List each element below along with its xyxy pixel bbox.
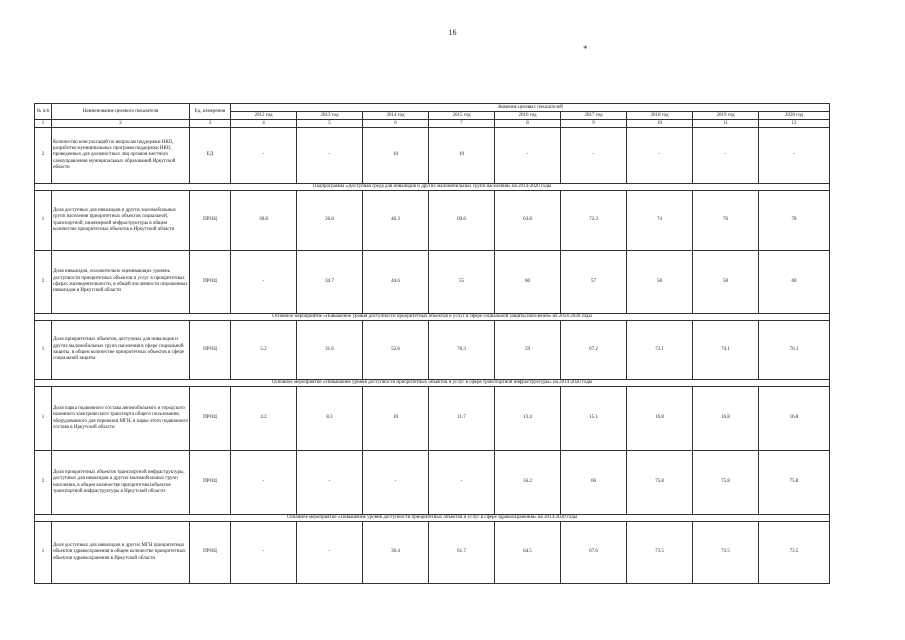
indicator-name: Доля парка подвижного состава автомобильного и городского наземного электрического транспорта общего пользования, оборудованного для перевозки МГН, в парке этого подвижного состава в Иркутской области — [52, 387, 190, 451]
value-cell: 75.8 — [627, 451, 693, 515]
indicator-name: Количество консультаций по вопросам поддержки НКО, разработке муниципальных программ поддержки НКО, проведенных для должностных лиц органов местного самоуправления муниципальных образований Иркутской области — [52, 128, 190, 184]
value-cell: 44.6 — [363, 251, 429, 314]
table-row — [35, 451, 830, 515]
value-cell: 59 — [495, 321, 561, 380]
value-cell: 63.8 — [495, 191, 561, 251]
target-indicators-table — [34, 103, 830, 584]
value-cell: - — [297, 522, 363, 584]
value-cell: 76.1 — [759, 321, 830, 380]
value-cell: - — [231, 451, 297, 515]
value-cell: 60 — [759, 251, 830, 314]
indicator-name: Доля доступных для инвалидов и других МГН приоритетных объектов здравоохранения в общем количестве приоритетных объектов здравоохранения в Иркутской области — [52, 522, 190, 584]
header-column-number: 3 — [190, 120, 231, 128]
header-year: 2019 год — [693, 112, 759, 120]
row-number: 2 — [35, 451, 52, 515]
row-number: 1 — [35, 191, 52, 251]
header-num: № п/п — [35, 104, 52, 120]
value-cell: 74.1 — [693, 321, 759, 380]
unit-cell: ПРОЦ — [190, 451, 231, 515]
value-cell: 56.2 — [495, 451, 561, 515]
value-cell: 57 — [561, 251, 627, 314]
row-number: 1 — [35, 321, 52, 380]
header-year: 2013 год — [297, 112, 363, 120]
value-cell: 36.4 — [363, 522, 429, 584]
value-cell: 76 — [693, 191, 759, 251]
value-cell: 16.8 — [759, 387, 830, 451]
table-row — [35, 251, 830, 314]
header-year: 2014 год — [363, 112, 429, 120]
page-number: 16 — [448, 28, 457, 37]
unit-cell: ПРОЦ — [190, 522, 231, 584]
value-cell: 31.6 — [297, 321, 363, 380]
value-cell: 60 — [495, 251, 561, 314]
table-row — [35, 128, 830, 184]
value-cell: 58 — [693, 251, 759, 314]
value-cell: 75.8 — [759, 451, 830, 515]
table-row — [35, 522, 830, 584]
value-cell: 72.3 — [561, 191, 627, 251]
value-cell: 55 — [429, 251, 495, 314]
value-cell: - — [297, 451, 363, 515]
value-cell: 5.2 — [231, 321, 297, 380]
value-cell: 10 — [429, 128, 495, 184]
indicator-name: Доля приоритетных объектов транспортной инфраструктуры, доступных для инвалидов и других маломобильных групп населения, в общем количестве приоритетныхобъектов транспортной инфраструктуры в Иркутской области — [52, 451, 190, 515]
section-title: Основное мероприятие «Повышение уровня доступности приоритетных объектов и услуг в сфере социальной защиты населения» на 2014-2020 годы — [35, 314, 830, 321]
table-body — [35, 128, 830, 584]
indicator-name: Доля доступных для инвалидов и других маломобильных групп населения приоритетных объектов социальной, транспортной, инженерной инфраструктуры в общем количестве приоритетных объектов в Иркутской области — [52, 191, 190, 251]
section-row — [35, 184, 830, 191]
value-cell: 69.6 — [429, 191, 495, 251]
value-cell: 78 — [759, 191, 830, 251]
header-year: 2020 год — [759, 112, 830, 120]
indicator-name: Доля приоритетных объектов, доступных для инвалидов и других маломобильных групп населения в сфере социальной защиты, в общем количестве приоритетных объектов в сфере социальной защиты — [52, 321, 190, 380]
section-title: Основное мероприятие «Повышение уровня доступности приоритетных объектов и услуг в сфере здравоохранения» на 2014-2020 годы — [35, 515, 830, 522]
header-column-number: 1 — [35, 120, 52, 128]
value-cell: 4.2 — [231, 387, 297, 451]
header-column-number: 6 — [363, 120, 429, 128]
row-number: 1 — [35, 387, 52, 451]
page-mark: * — [583, 44, 588, 54]
value-cell: 76.3 — [429, 321, 495, 380]
table-row — [35, 387, 830, 451]
unit-cell: ПРОЦ — [190, 387, 231, 451]
header-column-number: 12 — [759, 120, 830, 128]
value-cell: 26.8 — [297, 191, 363, 251]
value-cell: - — [627, 128, 693, 184]
value-cell: 8.3 — [297, 387, 363, 451]
header-year: 2012 год — [231, 112, 297, 120]
header-year: 2018 год — [627, 112, 693, 120]
header-column-number: 5 — [297, 120, 363, 128]
header-column-number: 7 — [429, 120, 495, 128]
unit-cell: ПРОЦ — [190, 251, 231, 314]
row-number: 2 — [35, 128, 52, 184]
value-cell: - — [693, 128, 759, 184]
section-title: Основное мероприятие «Повышение уровня доступности приоритетных объектов и услуг в сфере транспортной инфраструктуры» на 2014-2020 годы — [35, 380, 830, 387]
value-cell: 11.7 — [429, 387, 495, 451]
header-column-numbers-row — [35, 120, 830, 128]
unit-cell: ПРОЦ — [190, 321, 231, 380]
value-cell: 52.6 — [363, 321, 429, 380]
header-row-top — [35, 104, 830, 112]
header-year: 2015 год — [429, 112, 495, 120]
table-row — [35, 191, 830, 251]
value-cell: 30.8 — [231, 191, 297, 251]
header-unit: Ед. измерения — [190, 104, 231, 120]
table-row — [35, 321, 830, 380]
value-cell: - — [429, 451, 495, 515]
value-cell: 66 — [561, 451, 627, 515]
value-cell: - — [759, 128, 830, 184]
value-cell: 64.5 — [495, 522, 561, 584]
header-year: 2017 год — [561, 112, 627, 120]
value-cell: 74 — [627, 191, 693, 251]
value-cell: 58 — [627, 251, 693, 314]
value-cell: - — [297, 128, 363, 184]
unit-cell: ПРОЦ — [190, 191, 231, 251]
value-cell: - — [231, 251, 297, 314]
header-column-number: 8 — [495, 120, 561, 128]
indicator-name: Доля инвалидов, положительно оценивающих уровень доступности приоритетных объектов и услуг в приоритетных сферах жизнедеятельности, в общей численности опрошенных инвалидов в Иркутской области — [52, 251, 190, 314]
header-column-number: 10 — [627, 120, 693, 128]
value-cell: - — [495, 128, 561, 184]
value-cell: 67.6 — [561, 522, 627, 584]
value-cell: 10 — [363, 128, 429, 184]
value-cell: 16.8 — [693, 387, 759, 451]
value-cell: 46.3 — [363, 191, 429, 251]
section-row — [35, 314, 830, 321]
header-column-number: 4 — [231, 120, 297, 128]
value-cell: - — [363, 451, 429, 515]
value-cell: 34.7 — [297, 251, 363, 314]
header-year: 2016 год — [495, 112, 561, 120]
value-cell: - — [231, 522, 297, 584]
value-cell: 13.4 — [495, 387, 561, 451]
value-cell: 73.5 — [759, 522, 830, 584]
row-number: 2 — [35, 251, 52, 314]
header-column-number: 11 — [693, 120, 759, 128]
value-cell: 73.5 — [627, 522, 693, 584]
value-cell: 73.5 — [693, 522, 759, 584]
section-row — [35, 515, 830, 522]
unit-cell: ЕД — [190, 128, 231, 184]
value-cell: - — [561, 128, 627, 184]
section-row — [35, 380, 830, 387]
header-column-number: 9 — [561, 120, 627, 128]
header-column-number: 2 — [52, 120, 190, 128]
value-cell: 61.7 — [429, 522, 495, 584]
value-cell: - — [231, 128, 297, 184]
header-values-group: Значение целевых показателей — [231, 104, 830, 112]
row-number: 1 — [35, 522, 52, 584]
value-cell: 10 — [363, 387, 429, 451]
value-cell: 16.8 — [627, 387, 693, 451]
header-name: Наименование целевого показателя — [52, 104, 190, 120]
value-cell: 75.8 — [693, 451, 759, 515]
value-cell: 67.2 — [561, 321, 627, 380]
section-title: Подпрограмма «Доступная среда для инвалидов и других маломобильных групп населения» на 2014-2020 годы — [35, 184, 830, 191]
value-cell: 72.1 — [627, 321, 693, 380]
value-cell: 15.1 — [561, 387, 627, 451]
